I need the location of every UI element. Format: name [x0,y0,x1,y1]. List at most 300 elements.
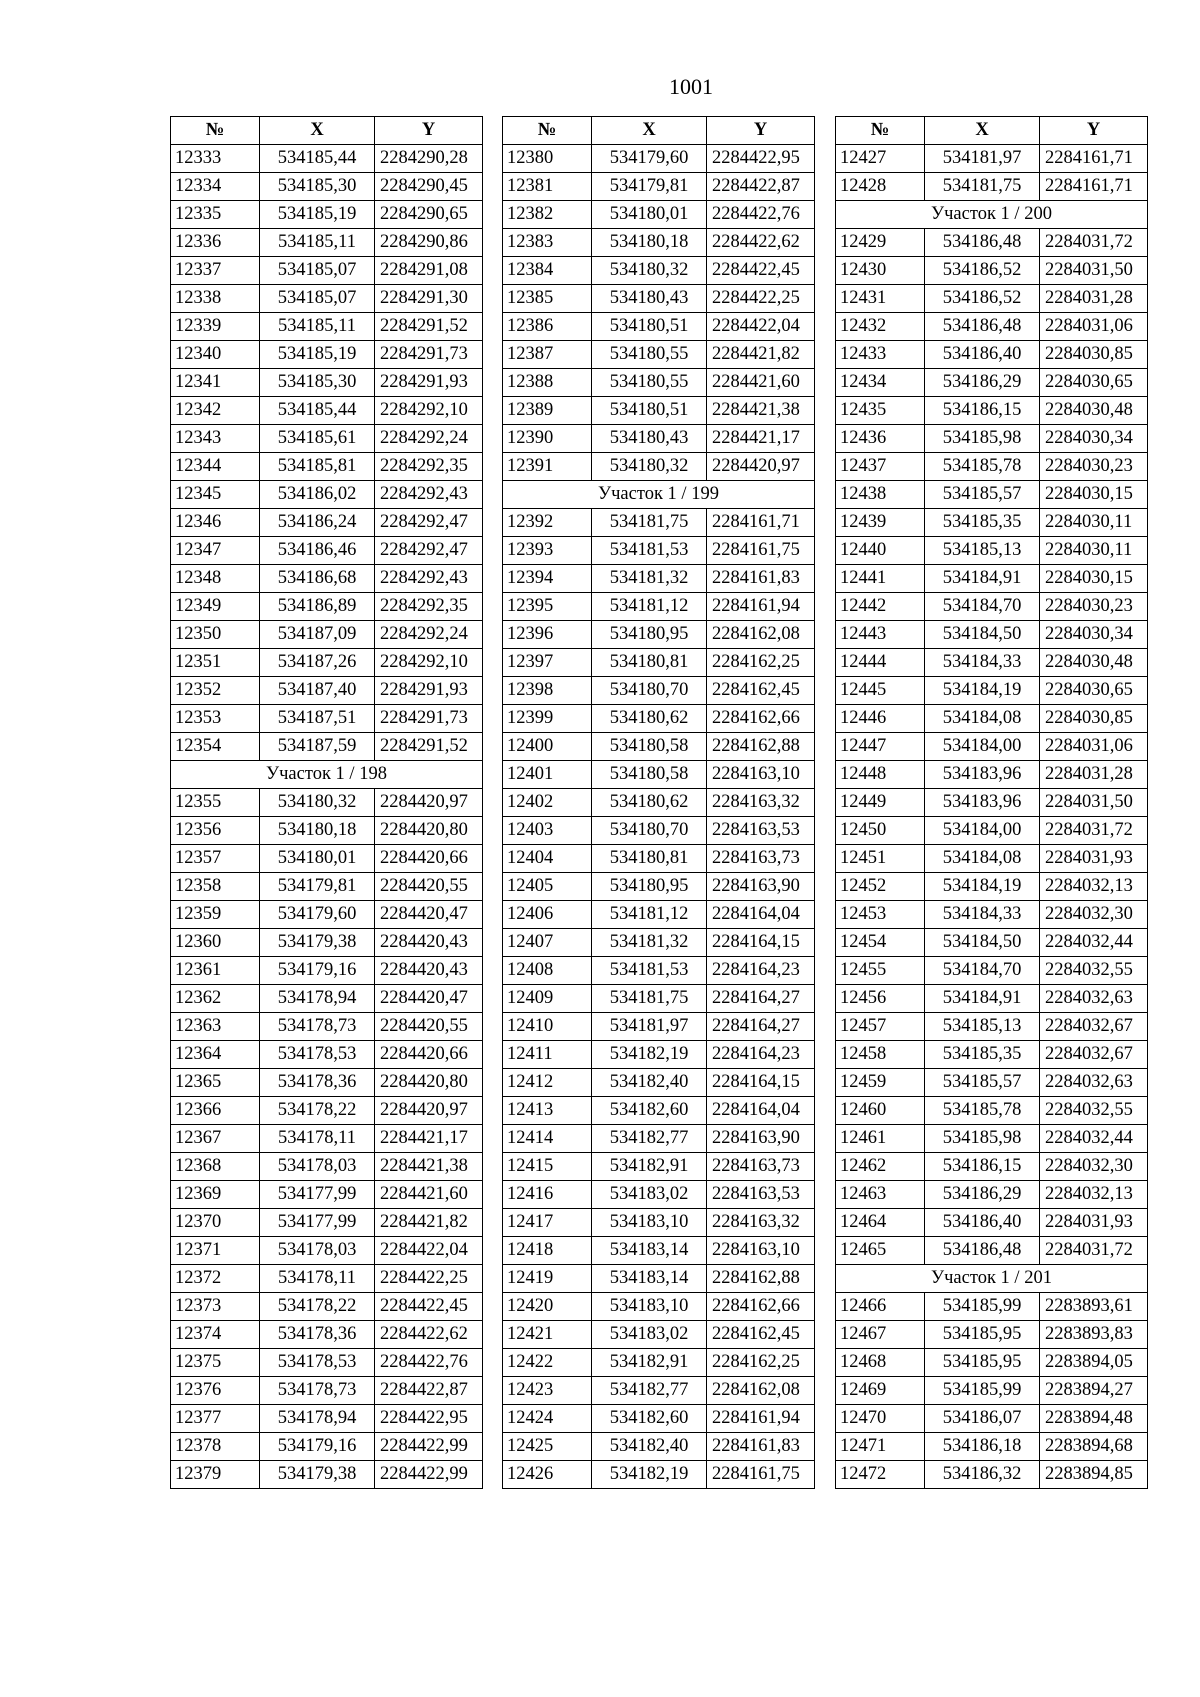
point-number: 12343 [171,425,260,453]
table-row [171,845,483,873]
table-row [836,649,1148,677]
table-row [503,873,815,901]
point-number: 12356 [171,817,260,845]
x-coordinate: 534186,40 [925,341,1040,369]
table-row [503,1405,815,1433]
x-coordinate: 534178,73 [260,1013,375,1041]
point-number: 12394 [503,565,592,593]
point-number: 12409 [503,985,592,1013]
table-row [503,509,815,537]
table-row [503,1125,815,1153]
point-number: 12395 [503,593,592,621]
table-row [171,145,483,173]
x-coordinate: 534184,00 [925,817,1040,845]
table-row [503,257,815,285]
table-row [836,1433,1148,1461]
x-coordinate: 534180,55 [592,341,707,369]
table-row [836,1013,1148,1041]
point-number: 12466 [836,1293,925,1321]
point-number: 12453 [836,901,925,929]
table-row [836,593,1148,621]
x-coordinate: 534183,10 [592,1209,707,1237]
table-row [836,817,1148,845]
y-coordinate: 2284291,93 [375,677,483,705]
x-coordinate: 534180,32 [592,257,707,285]
y-coordinate: 2284164,04 [707,901,815,929]
point-number: 12471 [836,1433,925,1461]
point-number: 12443 [836,621,925,649]
table-row [836,369,1148,397]
table-row [503,1181,815,1209]
table-row [171,565,483,593]
x-coordinate: 534186,29 [925,1181,1040,1209]
y-coordinate: 2284292,43 [375,565,483,593]
x-coordinate: 534186,52 [925,285,1040,313]
point-number: 12400 [503,733,592,761]
x-coordinate: 534180,70 [592,817,707,845]
point-number: 12348 [171,565,260,593]
y-coordinate: 2284420,55 [375,873,483,901]
header-number: № [503,117,592,145]
y-coordinate: 2284032,44 [1040,1125,1148,1153]
y-coordinate: 2284162,88 [707,1265,815,1293]
table-row [171,341,483,369]
point-number: 12358 [171,873,260,901]
point-number: 12364 [171,1041,260,1069]
y-coordinate: 2284161,75 [707,1461,815,1489]
point-number: 12379 [171,1461,260,1489]
table-row [171,537,483,565]
point-number: 12399 [503,705,592,733]
y-coordinate: 2284290,86 [375,229,483,257]
point-number: 12372 [171,1265,260,1293]
x-coordinate: 534180,81 [592,649,707,677]
y-coordinate: 2284162,45 [707,677,815,705]
point-number: 12405 [503,873,592,901]
table-row [171,1153,483,1181]
table-row [503,985,815,1013]
x-coordinate: 534185,19 [260,201,375,229]
point-number: 12360 [171,929,260,957]
y-coordinate: 2284164,04 [707,1097,815,1125]
point-number: 12433 [836,341,925,369]
x-coordinate: 534179,16 [260,957,375,985]
y-coordinate: 2284030,34 [1040,425,1148,453]
table-row [171,1097,483,1125]
y-coordinate: 2284421,60 [375,1181,483,1209]
table-row [171,1013,483,1041]
y-coordinate: 2284032,30 [1040,901,1148,929]
y-coordinate: 2284420,66 [375,1041,483,1069]
table-row [836,901,1148,929]
y-coordinate: 2284032,63 [1040,1069,1148,1097]
x-coordinate: 534186,32 [925,1461,1040,1489]
x-coordinate: 534187,51 [260,705,375,733]
x-coordinate: 534181,12 [592,901,707,929]
y-coordinate: 2284163,73 [707,1153,815,1181]
y-coordinate: 2284164,27 [707,1013,815,1041]
point-number: 12456 [836,985,925,1013]
y-coordinate: 2284291,30 [375,285,483,313]
point-number: 12442 [836,593,925,621]
y-coordinate: 2284290,45 [375,173,483,201]
x-coordinate: 534186,15 [925,1153,1040,1181]
table-row [503,1237,815,1265]
x-coordinate: 534181,97 [592,1013,707,1041]
x-coordinate: 534185,44 [260,145,375,173]
point-number: 12342 [171,397,260,425]
table-row [171,173,483,201]
point-number: 12434 [836,369,925,397]
x-coordinate: 534181,53 [592,537,707,565]
x-coordinate: 534178,11 [260,1265,375,1293]
y-coordinate: 2284422,87 [707,173,815,201]
x-coordinate: 534180,95 [592,621,707,649]
table-row [836,873,1148,901]
y-coordinate: 2284031,72 [1040,817,1148,845]
y-coordinate: 2284422,99 [375,1433,483,1461]
table-row [503,537,815,565]
x-coordinate: 534185,61 [260,425,375,453]
table-row [171,733,483,761]
x-coordinate: 534179,81 [592,173,707,201]
y-coordinate: 2284290,65 [375,201,483,229]
table-row [503,145,815,173]
y-coordinate: 2284422,04 [375,1237,483,1265]
x-coordinate: 534181,75 [925,173,1040,201]
table-row [836,425,1148,453]
point-number: 12435 [836,397,925,425]
x-coordinate: 534183,14 [592,1265,707,1293]
table-row [836,341,1148,369]
table-row [836,929,1148,957]
point-number: 12375 [171,1349,260,1377]
x-coordinate: 534183,02 [592,1181,707,1209]
y-coordinate: 2284032,13 [1040,873,1148,901]
x-coordinate: 534184,50 [925,621,1040,649]
x-coordinate: 534186,29 [925,369,1040,397]
x-coordinate: 534178,22 [260,1293,375,1321]
x-coordinate: 534182,40 [592,1433,707,1461]
table-row [503,957,815,985]
y-coordinate: 2284422,99 [375,1461,483,1489]
point-number: 12391 [503,453,592,481]
table-row [171,1377,483,1405]
point-number: 12403 [503,817,592,845]
x-coordinate: 534178,36 [260,1069,375,1097]
y-coordinate: 2284162,66 [707,1293,815,1321]
point-number: 12385 [503,285,592,313]
header-number: № [836,117,925,145]
point-number: 12363 [171,1013,260,1041]
table-row [503,761,815,789]
point-number: 12470 [836,1405,925,1433]
y-coordinate: 2284161,83 [707,565,815,593]
point-number: 12419 [503,1265,592,1293]
y-coordinate: 2284422,76 [375,1349,483,1377]
x-coordinate: 534178,03 [260,1237,375,1265]
y-coordinate: 2284032,44 [1040,929,1148,957]
point-number: 12429 [836,229,925,257]
table-row [503,733,815,761]
y-coordinate: 2284032,67 [1040,1013,1148,1041]
point-number: 12336 [171,229,260,257]
table-row [171,1125,483,1153]
section-row [503,481,815,509]
y-coordinate: 2284031,06 [1040,313,1148,341]
point-number: 12365 [171,1069,260,1097]
x-coordinate: 534179,38 [260,1461,375,1489]
point-number: 12351 [171,649,260,677]
point-number: 12415 [503,1153,592,1181]
x-coordinate: 534185,98 [925,1125,1040,1153]
point-number: 12384 [503,257,592,285]
x-coordinate: 534185,07 [260,285,375,313]
table-row [503,1293,815,1321]
y-coordinate: 2284030,11 [1040,509,1148,537]
y-coordinate: 2284164,27 [707,985,815,1013]
x-coordinate: 534185,99 [925,1293,1040,1321]
y-coordinate: 2284291,08 [375,257,483,285]
point-number: 12397 [503,649,592,677]
point-number: 12461 [836,1125,925,1153]
x-coordinate: 534179,60 [260,901,375,929]
y-coordinate: 2284162,66 [707,705,815,733]
x-coordinate: 534179,60 [592,145,707,173]
y-coordinate: 2284030,15 [1040,481,1148,509]
table-row [836,285,1148,313]
header-x: X [925,117,1040,145]
table-row [171,1349,483,1377]
point-number: 12437 [836,453,925,481]
x-coordinate: 534185,78 [925,1097,1040,1125]
table-row [171,1209,483,1237]
y-coordinate: 2284161,94 [707,593,815,621]
x-coordinate: 534184,33 [925,649,1040,677]
y-coordinate: 2284164,15 [707,929,815,957]
table-row [836,1405,1148,1433]
y-coordinate: 2284163,10 [707,761,815,789]
table-row [836,957,1148,985]
point-number: 12441 [836,565,925,593]
x-coordinate: 534180,51 [592,313,707,341]
point-number: 12462 [836,1153,925,1181]
y-coordinate: 2284163,90 [707,873,815,901]
table-row [836,1153,1148,1181]
x-coordinate: 534186,24 [260,509,375,537]
point-number: 12386 [503,313,592,341]
table-row [836,1181,1148,1209]
header-y: Y [375,117,483,145]
point-number: 12377 [171,1405,260,1433]
y-coordinate: 2284291,73 [375,705,483,733]
y-coordinate: 2284031,72 [1040,1237,1148,1265]
y-coordinate: 2284162,25 [707,649,815,677]
x-coordinate: 534185,95 [925,1349,1040,1377]
point-number: 12340 [171,341,260,369]
x-coordinate: 534181,32 [592,565,707,593]
coordinates-table-1 [170,116,483,1489]
y-coordinate: 2284163,10 [707,1237,815,1265]
y-coordinate: 2284163,73 [707,845,815,873]
x-coordinate: 534185,81 [260,453,375,481]
y-coordinate: 2284161,71 [1040,173,1148,201]
table-row [171,817,483,845]
y-coordinate: 2284420,97 [707,453,815,481]
y-coordinate: 2284032,55 [1040,1097,1148,1125]
x-coordinate: 534185,30 [260,369,375,397]
x-coordinate: 534185,13 [925,537,1040,565]
point-number: 12354 [171,733,260,761]
x-coordinate: 534185,07 [260,257,375,285]
point-number: 12454 [836,929,925,957]
x-coordinate: 534184,70 [925,593,1040,621]
x-coordinate: 534186,48 [925,1237,1040,1265]
table-row [836,565,1148,593]
x-coordinate: 534178,94 [260,985,375,1013]
y-coordinate: 2284161,94 [707,1405,815,1433]
point-number: 12417 [503,1209,592,1237]
point-number: 12472 [836,1461,925,1489]
x-coordinate: 534182,77 [592,1125,707,1153]
table-row [836,705,1148,733]
x-coordinate: 534180,51 [592,397,707,425]
x-coordinate: 534185,35 [925,509,1040,537]
y-coordinate: 2284032,63 [1040,985,1148,1013]
y-coordinate: 2284291,93 [375,369,483,397]
x-coordinate: 534180,62 [592,705,707,733]
table-row [171,1181,483,1209]
table-row [171,677,483,705]
table-row [171,1461,483,1489]
y-coordinate: 2284163,32 [707,1209,815,1237]
table-row [503,173,815,201]
section-row [836,201,1148,229]
point-number: 12450 [836,817,925,845]
point-number: 12427 [836,145,925,173]
table-row [503,1013,815,1041]
table-row [836,1349,1148,1377]
y-coordinate: 2284292,10 [375,649,483,677]
y-coordinate: 2284032,30 [1040,1153,1148,1181]
coordinates-table-2 [502,116,815,1489]
table-row [503,593,815,621]
y-coordinate: 2284292,24 [375,425,483,453]
point-number: 12458 [836,1041,925,1069]
y-coordinate: 2284420,43 [375,957,483,985]
table-row [171,425,483,453]
y-coordinate: 2284030,48 [1040,649,1148,677]
table-row [503,397,815,425]
x-coordinate: 534182,19 [592,1461,707,1489]
x-coordinate: 534187,59 [260,733,375,761]
header-y: Y [707,117,815,145]
point-number: 12463 [836,1181,925,1209]
table-row [503,341,815,369]
x-coordinate: 534182,91 [592,1153,707,1181]
x-coordinate: 534180,43 [592,285,707,313]
table-row [503,789,815,817]
table-row [171,929,483,957]
table-row [171,957,483,985]
x-coordinate: 534184,70 [925,957,1040,985]
point-number: 12374 [171,1321,260,1349]
point-number: 12467 [836,1321,925,1349]
table-row [836,733,1148,761]
x-coordinate: 534186,07 [925,1405,1040,1433]
table-row [503,901,815,929]
y-coordinate: 2284030,34 [1040,621,1148,649]
table-row [503,425,815,453]
point-number: 12344 [171,453,260,481]
x-coordinate: 534180,58 [592,733,707,761]
x-coordinate: 534186,52 [925,257,1040,285]
y-coordinate: 2284161,71 [707,509,815,537]
x-coordinate: 534186,68 [260,565,375,593]
x-coordinate: 534180,32 [592,453,707,481]
table-header-row [503,117,815,145]
x-coordinate: 534185,11 [260,313,375,341]
x-coordinate: 534181,75 [592,509,707,537]
header-x: X [260,117,375,145]
point-number: 12436 [836,425,925,453]
x-coordinate: 534180,81 [592,845,707,873]
table-row [836,1209,1148,1237]
y-coordinate: 2283893,61 [1040,1293,1148,1321]
x-coordinate: 534184,91 [925,985,1040,1013]
point-number: 12431 [836,285,925,313]
point-number: 12406 [503,901,592,929]
section-title: Участок 1 / 198 [171,761,483,789]
x-coordinate: 534185,11 [260,229,375,257]
table-row [836,1461,1148,1489]
table-row [503,1209,815,1237]
table-row [836,509,1148,537]
x-coordinate: 534185,35 [925,1041,1040,1069]
point-number: 12353 [171,705,260,733]
x-coordinate: 534178,03 [260,1153,375,1181]
table-row [171,1069,483,1097]
table-row [503,313,815,341]
y-coordinate: 2284291,52 [375,733,483,761]
y-coordinate: 2284421,38 [375,1153,483,1181]
y-coordinate: 2284421,82 [707,341,815,369]
x-coordinate: 534182,91 [592,1349,707,1377]
point-number: 12387 [503,341,592,369]
point-number: 12401 [503,761,592,789]
point-number: 12428 [836,173,925,201]
x-coordinate: 534181,32 [592,929,707,957]
y-coordinate: 2284162,08 [707,621,815,649]
point-number: 12355 [171,789,260,817]
x-coordinate: 534180,18 [260,817,375,845]
table-row [171,901,483,929]
point-number: 12378 [171,1433,260,1461]
table-row [503,845,815,873]
table-row [171,789,483,817]
table-row [503,1097,815,1125]
table-row [171,1041,483,1069]
section-title: Участок 1 / 200 [836,201,1148,229]
x-coordinate: 534186,15 [925,397,1040,425]
point-number: 12451 [836,845,925,873]
y-coordinate: 2284291,73 [375,341,483,369]
y-coordinate: 2284422,95 [375,1405,483,1433]
point-number: 12398 [503,677,592,705]
point-number: 12369 [171,1181,260,1209]
y-coordinate: 2284420,97 [375,1097,483,1125]
y-coordinate: 2284030,65 [1040,677,1148,705]
